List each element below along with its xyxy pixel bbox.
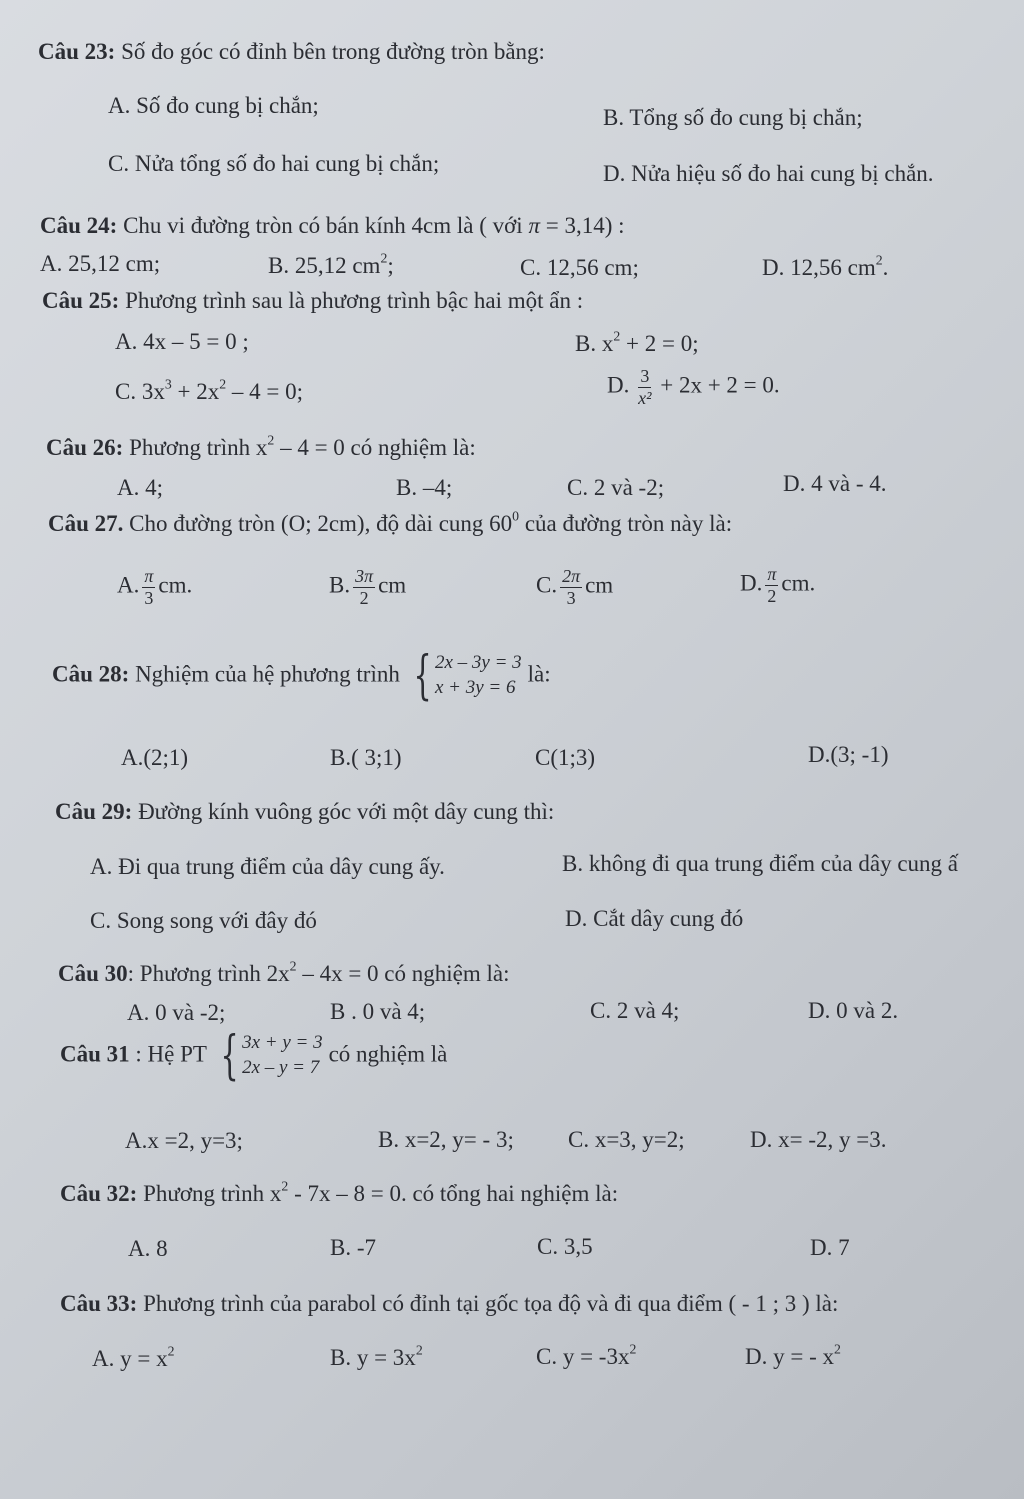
- question-29-stem: [55, 798, 554, 826]
- exponent: 3: [164, 376, 172, 392]
- brace-icon: {: [413, 646, 432, 706]
- question-text: Số đo góc có đỉnh bên trong đường tròn bằng:: [121, 39, 545, 64]
- option-text: C. y = -3x: [536, 1344, 630, 1369]
- question-text: Phương trình của parabol có đỉnh tại gốc tọa độ và đi qua điểm ( - 1 ; 3 ) là:: [143, 1291, 839, 1316]
- option-b: B.( 3;1): [330, 745, 402, 770]
- pi-symbol: π: [528, 213, 540, 238]
- question-32-stem: [60, 1180, 618, 1208]
- option-text: D.: [607, 372, 636, 398]
- option-b: B. -7: [330, 1235, 376, 1260]
- option-text-mid: + 2x: [171, 379, 220, 404]
- option-d: [607, 366, 780, 408]
- option-a: A. 8: [128, 1236, 168, 1261]
- option-d: [745, 1343, 841, 1371]
- option-d: D. Nửa hiệu số đo hai cung bị chắn.: [603, 161, 934, 186]
- question-text: Phương trình x: [129, 435, 268, 460]
- option-a: [92, 1345, 175, 1373]
- option-d: [762, 254, 888, 282]
- exponent: 2: [380, 250, 388, 266]
- option-text: D. y = - x: [745, 1344, 834, 1369]
- exponent: 2: [834, 1341, 841, 1357]
- numerator: π: [144, 566, 154, 586]
- option-letter: C.: [536, 572, 558, 598]
- equation-1: 2x – 3y = 3: [434, 652, 522, 674]
- option-b: B. Tổng số đo cung bị chắn;: [603, 105, 863, 130]
- denominator: 3: [566, 587, 576, 608]
- option-unit: cm.: [781, 570, 816, 596]
- numerator: 3π: [355, 566, 374, 586]
- option-d: D. x= -2, y =3.: [750, 1127, 887, 1152]
- question-25-stem: [42, 287, 583, 315]
- question-number: Câu 29:: [55, 799, 133, 824]
- denominator: 2: [359, 587, 369, 608]
- question-number: Câu 31: [60, 1041, 130, 1067]
- option-text: A. y = x: [92, 1346, 168, 1371]
- equation-2: x + 3y = 6: [434, 677, 516, 698]
- option-text-end: + 2 = 0;: [620, 331, 699, 356]
- question-text: Cho đường tròn (O; 2cm), độ dài cung 60: [129, 511, 513, 536]
- option-text: C. 3x: [115, 379, 165, 404]
- option-c: C. Song song với đây đó: [90, 908, 317, 933]
- denominator: 2: [767, 585, 777, 606]
- option-c: C(1;3): [535, 745, 596, 770]
- exponent: 2: [267, 432, 275, 448]
- option-text: B. 25,12 cm: [268, 253, 381, 278]
- question-text: Chu vi đường tròn có bán kính 4cm là ( với: [123, 213, 529, 238]
- question-text-end: của đường tròn này là:: [519, 511, 733, 536]
- option-letter: D.: [740, 570, 763, 596]
- option-c: C. 2 và -2;: [567, 475, 665, 500]
- question-text: : Phương trình 2x: [127, 961, 290, 986]
- fraction: [765, 564, 778, 606]
- option-b: [575, 330, 699, 358]
- option-c: C. 3,5: [537, 1234, 593, 1259]
- question-text: Phương trình sau là phương trình bậc hai một ẩn :: [125, 288, 584, 313]
- exponent: 2: [219, 376, 227, 392]
- equation-system: [213, 1026, 323, 1086]
- question-number: Câu 30: [58, 961, 128, 986]
- option-a: [117, 566, 192, 608]
- question-number: Câu 33:: [60, 1291, 138, 1316]
- question-number: Câu 27.: [48, 511, 124, 536]
- question-number: Câu 24:: [40, 213, 118, 238]
- option-c: C. Nửa tổng số đo hai cung bị chắn;: [108, 151, 440, 176]
- denominator: 3: [144, 587, 154, 608]
- question-text: Phương trình x: [143, 1181, 282, 1206]
- option-b: [330, 1344, 423, 1372]
- exponent: 0: [512, 508, 520, 524]
- numerator: 3: [638, 366, 651, 388]
- question-text: : Hệ PT: [129, 1041, 207, 1067]
- option-d: D. Cắt dây cung đó: [565, 906, 744, 931]
- option-text-end: – 4 = 0;: [226, 379, 304, 404]
- question-number: Câu 25:: [42, 288, 120, 313]
- question-33-stem: [60, 1290, 838, 1318]
- option-c: C. 2 và 4;: [590, 998, 680, 1023]
- option-a: A.(2;1): [121, 745, 189, 770]
- option-b: B. x=2, y= - 3;: [378, 1127, 514, 1152]
- option-c: [115, 378, 303, 406]
- option-text-end: .: [882, 255, 889, 280]
- exponent: 2: [289, 958, 297, 974]
- option-d: [740, 564, 815, 606]
- question-26-stem: [46, 434, 476, 462]
- exponent: 2: [415, 1342, 423, 1358]
- exponent: 2: [629, 1341, 637, 1357]
- option-d: D. 4 và - 4.: [783, 471, 887, 496]
- question-text-end: – 4x = 0 có nghiệm là:: [296, 961, 510, 986]
- option-text: D. 12,56 cm: [762, 255, 876, 280]
- question-24-stem: [40, 212, 625, 240]
- option-text-end: ;: [387, 253, 394, 278]
- question-text-end: – 4 = 0 có nghiệm là:: [274, 435, 476, 460]
- question-number: Câu 23:: [38, 39, 116, 64]
- option-a: A.x =2, y=3;: [125, 1128, 243, 1153]
- exponent: 2: [281, 1178, 289, 1194]
- option-text: B. x: [575, 331, 614, 356]
- fraction: [353, 566, 375, 608]
- equation-1: 3x + y = 3: [242, 1032, 323, 1054]
- option-d: D. 0 và 2.: [808, 998, 899, 1023]
- question-31-stem: [60, 1026, 448, 1086]
- equation-2: 2x – y = 7: [242, 1057, 320, 1078]
- option-d: D.(3; -1): [808, 742, 889, 767]
- option-a: A. Đi qua trung điểm của dây cung ấy.: [90, 854, 445, 879]
- fraction: [560, 566, 582, 608]
- option-b: B. không đi qua trung điểm của dây cung ấ: [562, 851, 959, 876]
- option-a: A. 4;: [117, 475, 163, 500]
- question-text-end: là:: [527, 661, 551, 687]
- question-number: Câu 26:: [46, 435, 124, 460]
- option-d: D. 7: [810, 1235, 850, 1260]
- fraction: [638, 366, 651, 408]
- question-30-stem: [58, 960, 509, 988]
- option-letter: A.: [117, 572, 140, 598]
- option-unit: cm: [378, 572, 407, 598]
- brace-icon: {: [220, 1026, 239, 1086]
- option-c: [536, 566, 613, 608]
- equation-system: [406, 646, 522, 706]
- exponent: 2: [167, 1343, 175, 1359]
- question-23-stem: [38, 38, 545, 66]
- denominator: x²: [638, 387, 652, 408]
- option-text-end: + 2x + 2 = 0.: [654, 372, 780, 398]
- option-a: A. 25,12 cm;: [40, 251, 161, 276]
- option-b: B . 0 và 4;: [330, 999, 426, 1024]
- question-27-stem: [48, 510, 732, 538]
- option-b: [329, 566, 406, 608]
- option-b: [268, 252, 394, 280]
- question-text: Nghiệm của hệ phương trình: [135, 661, 400, 687]
- option-a: A. 0 và -2;: [127, 1000, 226, 1025]
- question-text: Đường kính vuông góc với một dây cung thì:: [138, 799, 555, 824]
- option-text: B. y = 3x: [330, 1345, 416, 1370]
- option-unit: cm: [585, 572, 614, 598]
- question-text-end: = 3,14) :: [539, 213, 625, 238]
- exponent: 2: [613, 328, 621, 344]
- exponent: 2: [875, 252, 883, 268]
- question-text-end: có nghiệm là: [328, 1041, 448, 1067]
- numerator: π: [767, 564, 777, 584]
- fraction: [142, 566, 155, 608]
- question-28-stem: [52, 646, 551, 706]
- option-c: C. 12,56 cm;: [520, 255, 639, 280]
- option-a: A. Số đo cung bị chắn;: [108, 93, 319, 118]
- question-number: Câu 32:: [60, 1181, 138, 1206]
- numerator: 2π: [562, 566, 581, 586]
- option-c: [536, 1343, 636, 1371]
- question-text-end: - 7x – 8 = 0. có tổng hai nghiệm là:: [288, 1181, 619, 1206]
- option-c: C. x=3, y=2;: [568, 1127, 685, 1152]
- option-a: A. 4x – 5 = 0 ;: [115, 329, 249, 354]
- option-letter: B.: [329, 572, 351, 598]
- question-number: Câu 28:: [52, 661, 130, 687]
- option-b: B. –4;: [396, 475, 453, 500]
- option-unit: cm.: [158, 572, 193, 598]
